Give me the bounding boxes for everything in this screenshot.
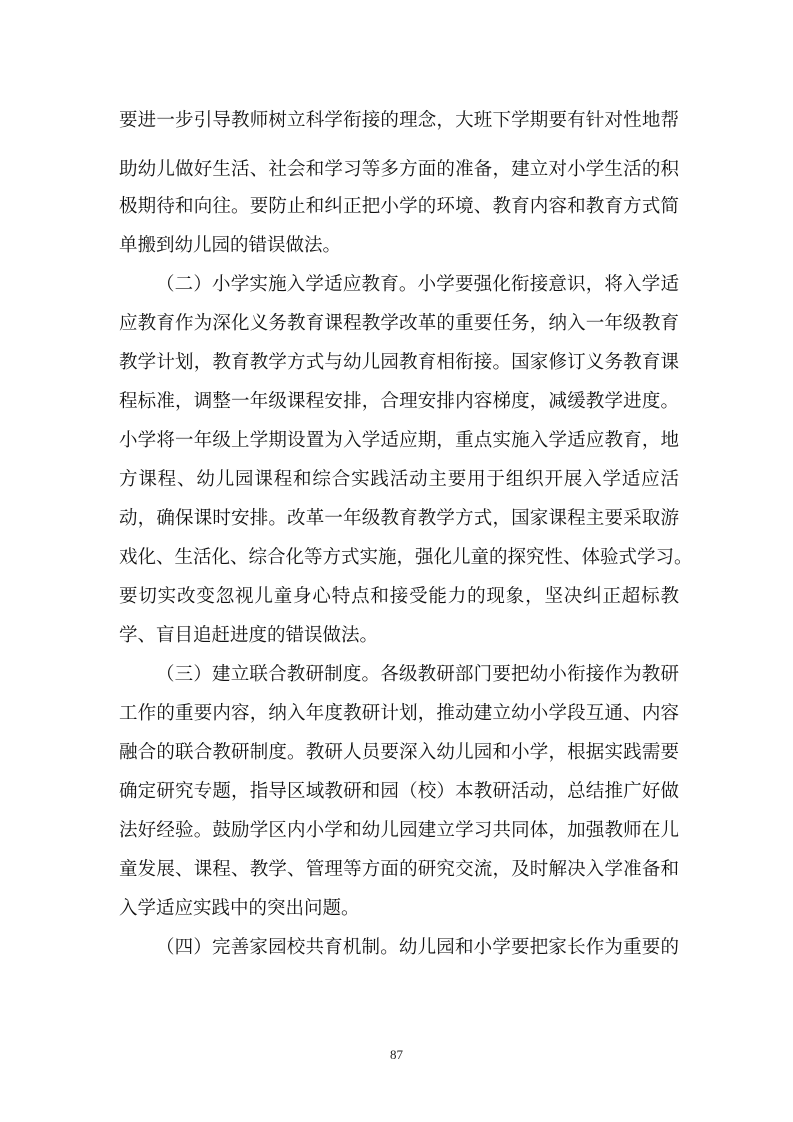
text-line: 童发展、课程、教学、管理等方面的研究交流，及时解决入学准备和	[119, 859, 679, 880]
page-number: 87	[390, 1047, 403, 1062]
text-line: 极期待和向往。要防止和纠正把小学的环境、教育内容和教育方式简	[119, 196, 679, 217]
text-line: 入学适应实践中的突出问题。	[119, 898, 360, 919]
text-line: 程标准，调整一年级课程安排，合理安排内容梯度，减缓教学进度。	[119, 391, 679, 412]
text-line: 教学计划，教育教学方式与幼儿园教育相衔接。国家修订义务教育课	[119, 352, 679, 373]
text-line: 学、盲目追赶进度的错误做法。	[119, 625, 379, 646]
text-line: （二）小学实施入学适应教育。小学要强化衔接意识，将入学适	[156, 274, 679, 295]
text-line: 工作的重要内容，纳入年度教研计划，推动建立幼小学段互通、内容	[119, 703, 679, 724]
text-line: 要进一步引导教师树立科学衔接的理念，大班下学期要有针对性地帮	[119, 110, 679, 131]
text-line: 戏化、生活化、综合化等方式实施，强化儿童的探究性、体验式学习。	[119, 547, 693, 568]
text-line: 方课程、幼儿园课程和综合实践活动主要用于组织开展入学适应活	[119, 469, 679, 490]
text-line: 确定研究专题，指导区域教研和园（校）本教研活动，总结推广好做	[119, 781, 679, 802]
text-line: 要切实改变忽视儿童身心特点和接受能力的现象，坚决纠正超标教	[119, 586, 679, 607]
text-line: 融合的联合教研制度。教研人员要深入幼儿园和小学，根据实践需要	[119, 742, 679, 763]
text-line: （四）完善家园校共育机制。幼儿园和小学要把家长作为重要的	[156, 937, 679, 958]
text-line: 应教育作为深化义务教育课程教学改革的重要任务，纳入一年级教育	[119, 313, 679, 334]
text-line: （三）建立联合教研制度。各级教研部门要把幼小衔接作为教研	[156, 664, 679, 685]
text-line: 法好经验。鼓励学区内小学和幼儿园建立学习共同体，加强教师在儿	[119, 820, 679, 841]
text-line: 单搬到幼儿园的错误做法。	[119, 235, 342, 256]
text-line: 助幼儿做好生活、社会和学习等多方面的准备，建立对小学生活的积	[119, 159, 679, 180]
text-line: 小学将一年级上学期设置为入学适应期，重点实施入学适应教育，地	[119, 430, 679, 451]
text-line: 动，确保课时安排。改革一年级教育教学方式，国家课程主要采取游	[119, 508, 679, 529]
